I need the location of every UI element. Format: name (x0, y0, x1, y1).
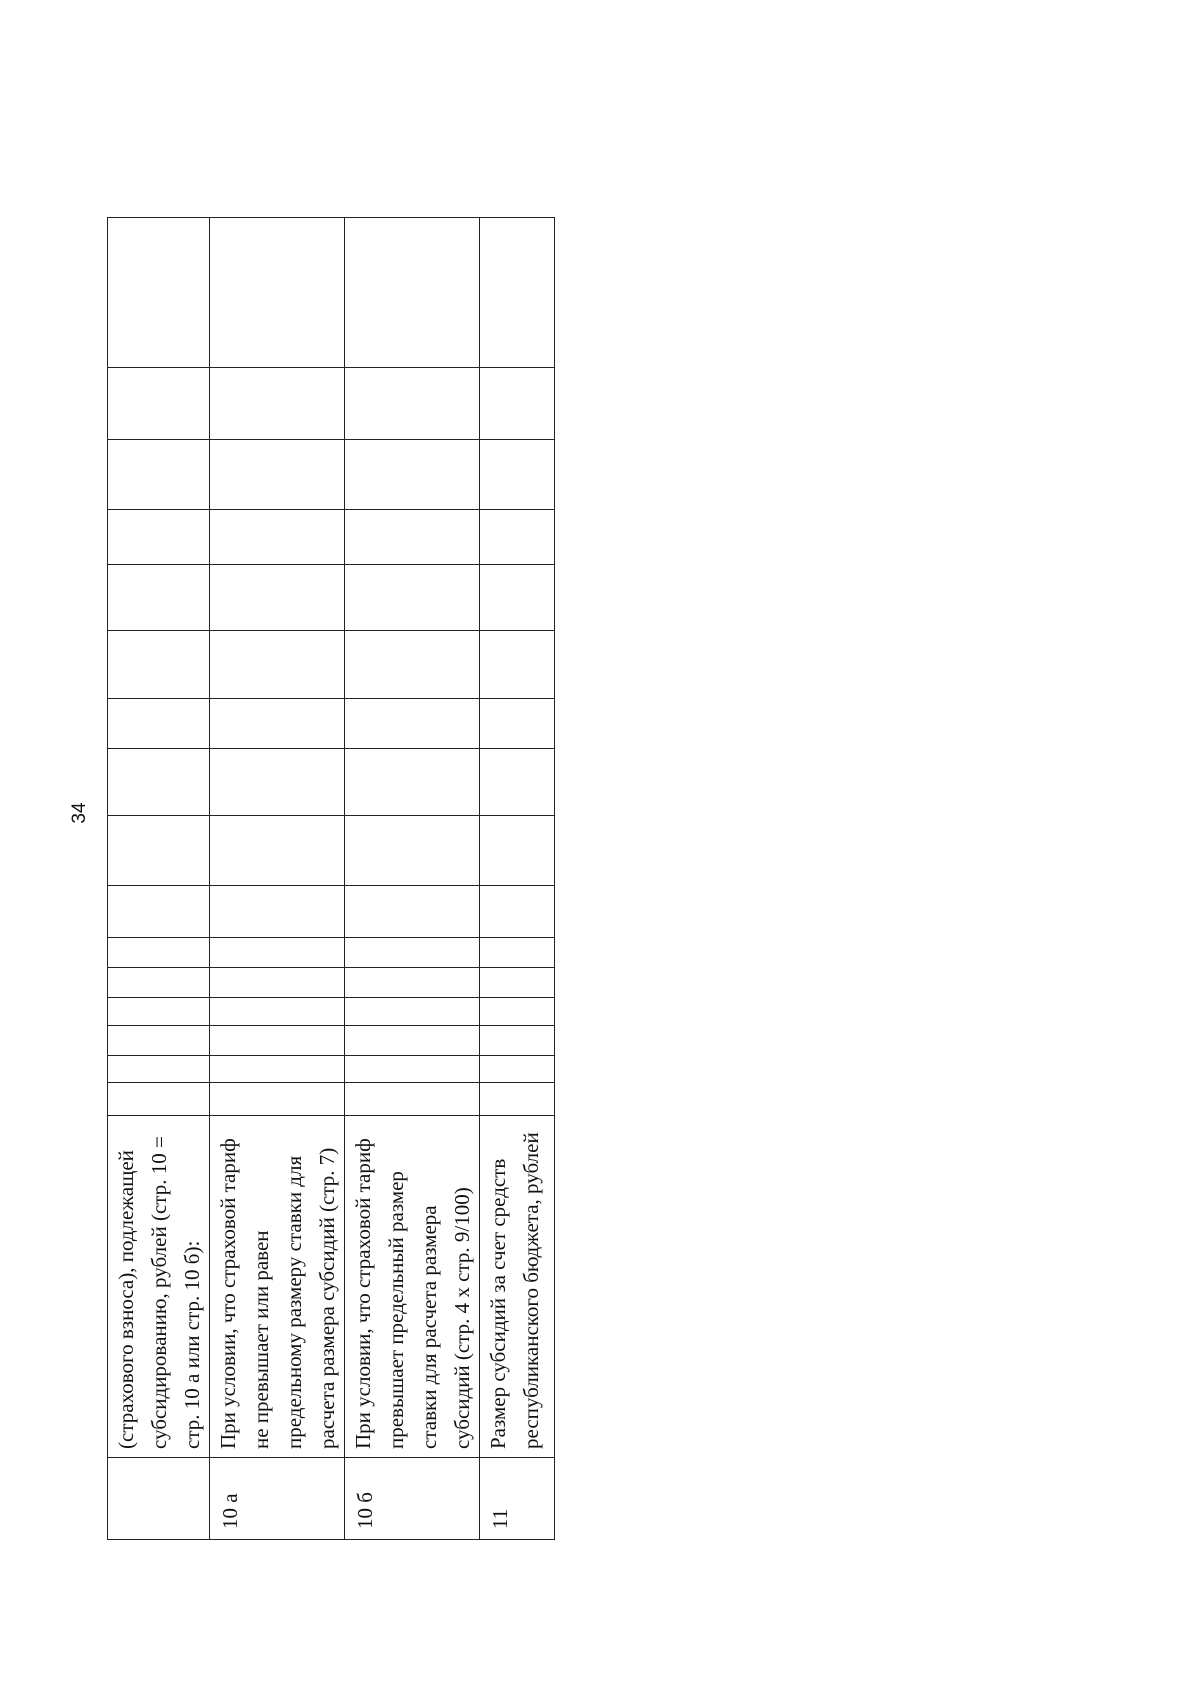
row-description: Размер субсидий за счет средств республиканского бюджета, рублей (480, 1116, 555, 1458)
row-number (108, 1458, 210, 1540)
data-cell (108, 816, 210, 886)
data-cell (210, 440, 345, 510)
data-cell (345, 938, 480, 968)
data-cell (210, 749, 345, 816)
row-number: 10 а (210, 1458, 345, 1540)
row-description: При условии, что страховой тариф не превышает или равен предельному размеру ставки для расчета размера субсидий (стр. 7) (210, 1116, 345, 1458)
data-cell (345, 886, 480, 938)
data-cell (480, 1056, 555, 1083)
data-cell (108, 218, 210, 368)
data-cell (345, 1026, 480, 1056)
data-cell (210, 631, 345, 699)
data-cell (210, 699, 345, 749)
form-table (107, 217, 555, 1540)
table-row (480, 218, 555, 1540)
data-cell (345, 968, 480, 998)
data-cell (480, 440, 555, 510)
data-cell (210, 998, 345, 1026)
data-cell (108, 1056, 210, 1083)
data-cell (480, 886, 555, 938)
data-cell (210, 1083, 345, 1116)
subsidy-calculation-table (107, 218, 543, 1540)
data-cell (480, 368, 555, 440)
data-cell (108, 1083, 210, 1116)
data-cell (480, 816, 555, 886)
data-cell (108, 938, 210, 968)
data-cell (108, 886, 210, 938)
data-cell (108, 631, 210, 699)
data-cell (480, 749, 555, 816)
data-cell (108, 968, 210, 998)
data-cell (108, 699, 210, 749)
data-cell (210, 368, 345, 440)
data-cell (210, 886, 345, 938)
data-cell (108, 565, 210, 631)
data-cell (210, 1056, 345, 1083)
page-number: 34 (69, 802, 90, 824)
data-cell (210, 510, 345, 565)
table-row (108, 218, 210, 1540)
row-number: 11 (480, 1458, 555, 1540)
data-cell (210, 565, 345, 631)
data-cell (480, 631, 555, 699)
data-cell (480, 998, 555, 1026)
data-cell (108, 749, 210, 816)
data-cell (480, 699, 555, 749)
data-cell (345, 510, 480, 565)
data-cell (345, 816, 480, 886)
data-cell (210, 1026, 345, 1056)
table-row (345, 218, 480, 1540)
data-cell (108, 998, 210, 1026)
data-cell (480, 1026, 555, 1056)
data-cell (108, 1026, 210, 1056)
data-cell (210, 968, 345, 998)
row-number: 10 б (345, 1458, 480, 1540)
data-cell (345, 998, 480, 1026)
data-cell (480, 510, 555, 565)
data-cell (108, 440, 210, 510)
data-cell (210, 938, 345, 968)
data-cell (210, 218, 345, 368)
data-cell (345, 368, 480, 440)
data-cell (210, 816, 345, 886)
data-cell (480, 968, 555, 998)
row-description: При условии, что страховой тариф превышает предельный размер ставки для расчета размера субсидий (стр. 4 х стр. 9/100) (345, 1116, 480, 1458)
data-cell (345, 749, 480, 816)
data-cell (345, 218, 480, 368)
data-cell (108, 368, 210, 440)
data-cell (345, 1056, 480, 1083)
data-cell (480, 1083, 555, 1116)
table-row (210, 218, 345, 1540)
row-description: (страхового взноса), подлежащей субсидированию, рублей (стр. 10 = стр. 10 а или стр. 10 б): (108, 1116, 210, 1458)
data-cell (345, 440, 480, 510)
data-cell (345, 631, 480, 699)
data-cell (345, 565, 480, 631)
data-cell (480, 565, 555, 631)
data-cell (480, 218, 555, 368)
data-cell (480, 938, 555, 968)
data-cell (108, 510, 210, 565)
data-cell (345, 1083, 480, 1116)
data-cell (345, 699, 480, 749)
